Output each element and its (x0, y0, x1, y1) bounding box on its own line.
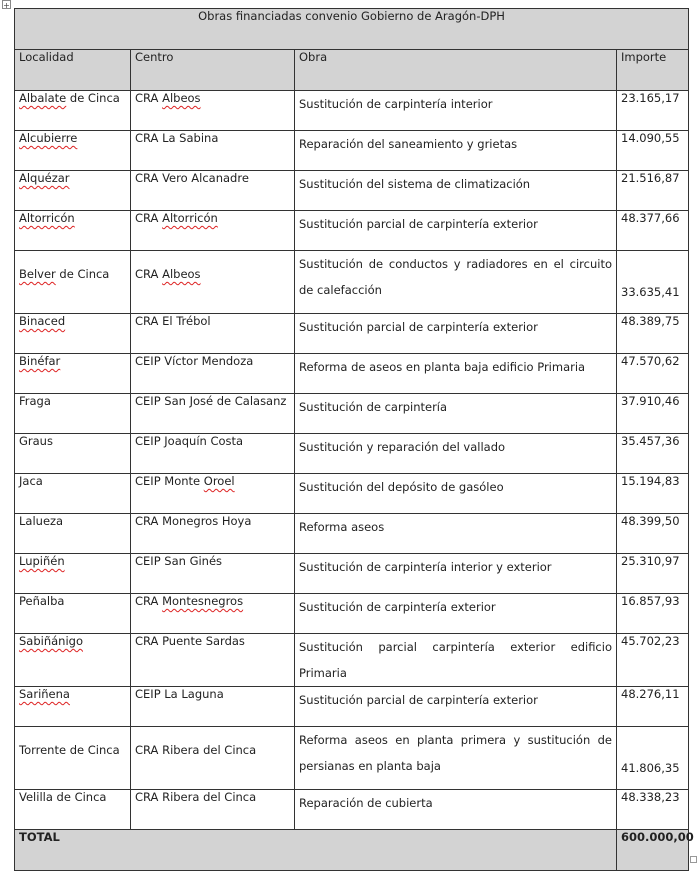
table-row (15, 314, 689, 354)
cell-locality (15, 727, 131, 790)
center-text: CRA (135, 267, 163, 281)
locality-spellcheck-text: Alquézar (19, 171, 70, 185)
locality-spellcheck-text: Alcubierre (19, 131, 78, 145)
cell-work: Sustitución de carpintería interior y exterior (295, 554, 617, 594)
locality-text: de Cinca (55, 267, 110, 281)
cell-work: Sustitución de conductos y radiadores en el circuito de calefacción (295, 251, 617, 314)
center-text: CRA La Sabina (135, 131, 219, 145)
cell-center (131, 171, 295, 211)
cell-locality (15, 474, 131, 514)
cell-center (131, 131, 295, 171)
cell-work: Reparación de cubierta (295, 790, 617, 830)
cell-center (131, 314, 295, 354)
center-text: CEIP San Ginés (135, 554, 223, 568)
cell-amount: 48.377,66 (617, 211, 689, 251)
cell-work: Sustitución parcial de carpintería exterior (295, 687, 617, 727)
cell-amount: 16.857,93 (617, 594, 689, 634)
total-label: TOTAL (15, 830, 617, 871)
locality-text: de Cinca (66, 91, 120, 105)
center-text: CEIP Víctor Mendoza (135, 354, 254, 368)
table-row (15, 394, 689, 434)
table-title: Obras financiadas convenio Gobierno de Aragón-DPH (15, 9, 689, 50)
locality-text: Torrente de Cinca (19, 743, 120, 757)
table-row (15, 91, 689, 131)
table-row (15, 251, 689, 314)
locality-spellcheck-text: Sariñena (19, 687, 70, 701)
center-text: CRA Ribera del Cinca (135, 790, 257, 804)
cell-amount: 37.910,46 (617, 394, 689, 434)
total-amount: 600.000,00 (617, 830, 689, 871)
table-row (15, 434, 689, 474)
center-text: CRA Monegros Hoya (135, 514, 252, 528)
locality-text: Lalueza (19, 514, 64, 528)
cell-amount: 48.276,11 (617, 687, 689, 727)
cell-amount: 23.165,17 (617, 91, 689, 131)
table-row (15, 354, 689, 394)
cell-locality (15, 131, 131, 171)
header-work: Obra (295, 50, 617, 91)
cell-amount: 47.570,62 (617, 354, 689, 394)
cell-amount: 33.635,41 (617, 251, 689, 314)
table-row (15, 554, 689, 594)
cell-work: Sustitución parcial de carpintería exterior (295, 314, 617, 354)
cell-locality (15, 687, 131, 727)
table-row (15, 211, 689, 251)
table-row (15, 594, 689, 634)
locality-spellcheck-text: Lupiñén (19, 554, 65, 568)
locality-spellcheck-text: Belver (19, 267, 56, 281)
center-spellcheck-text: Albeos (162, 267, 201, 281)
center-text: CRA Puente Sardas (135, 634, 245, 648)
cell-work: Sustitución de carpintería interior (295, 91, 617, 131)
cell-work: Sustitución de carpintería exterior (295, 594, 617, 634)
locality-text: Jaca (19, 474, 43, 488)
locality-text: Graus (19, 434, 53, 448)
table-move-handle-icon[interactable]: + (3, 1, 10, 10)
header-amount: Importe (617, 50, 689, 91)
works-table (14, 8, 694, 871)
table-header-row (15, 50, 689, 91)
center-text: CEIP Joaquín Costa (135, 434, 244, 448)
cell-locality (15, 251, 131, 314)
cell-work: Sustitución parcial carpintería exterior edificio Primaria (295, 634, 617, 687)
cell-locality (15, 394, 131, 434)
cell-center (131, 790, 295, 830)
center-text: CEIP La Laguna (135, 687, 224, 701)
cell-amount: 35.457,36 (617, 434, 689, 474)
header-locality: Localidad (15, 50, 131, 91)
cell-center (131, 554, 295, 594)
total-row (15, 830, 689, 871)
center-spellcheck-text: Albeos (162, 91, 201, 105)
locality-spellcheck-text: Sabiñánigo (19, 634, 83, 648)
cell-locality (15, 514, 131, 554)
center-text: CRA (135, 594, 163, 608)
cell-amount: 21.516,87 (617, 171, 689, 211)
locality-spellcheck-text: Binéfar (19, 354, 61, 368)
cell-work: Sustitución del depósito de gasóleo (295, 474, 617, 514)
cell-work: Reparación del saneamiento y grietas (295, 131, 617, 171)
center-text: CRA Ribera del Cinca (135, 743, 257, 757)
cell-locality (15, 634, 131, 687)
cell-center (131, 354, 295, 394)
cell-work: Sustitución y reparación del vallado (295, 434, 617, 474)
cell-center (131, 594, 295, 634)
table-resize-handle[interactable] (690, 856, 697, 863)
center-text: CRA Vero Alcanadre (135, 171, 249, 185)
locality-spellcheck-text: Binaced (19, 314, 66, 328)
table-row (15, 171, 689, 211)
cell-amount: 14.090,55 (617, 131, 689, 171)
table-row (15, 514, 689, 554)
cell-center (131, 434, 295, 474)
center-text: CEIP Monte (135, 474, 204, 488)
locality-spellcheck-text: Albalate (19, 91, 67, 105)
locality-text: Velilla de Cinca (19, 790, 107, 804)
cell-center (131, 514, 295, 554)
center-text: CEIP San José de Calasanz (135, 394, 287, 408)
table-row (15, 727, 689, 790)
center-text: CRA (135, 91, 163, 105)
cell-center (131, 687, 295, 727)
cell-amount: 25.310,97 (617, 554, 689, 594)
cell-center (131, 727, 295, 790)
table-row (15, 474, 689, 514)
cell-work: Reforma de aseos en planta baja edificio Primaria (295, 354, 617, 394)
table-row (15, 790, 689, 830)
cell-amount: 48.389,75 (617, 314, 689, 354)
cell-amount: 45.702,23 (617, 634, 689, 687)
cell-center (131, 91, 295, 131)
cell-work: Sustitución del sistema de climatización (295, 171, 617, 211)
center-text: CRA El Trébol (135, 314, 211, 328)
center-spellcheck-text: Oroel (203, 474, 235, 488)
center-spellcheck-text: Montesnegros (162, 594, 244, 608)
cell-work: Sustitución de carpintería (295, 394, 617, 434)
cell-work: Reforma aseos en planta primera y sustitución de persianas en planta baja (295, 727, 617, 790)
cell-center (131, 474, 295, 514)
cell-amount: 15.194,83 (617, 474, 689, 514)
cell-locality (15, 790, 131, 830)
cell-center (131, 634, 295, 687)
locality-text: Peñalba (19, 594, 65, 608)
locality-text: Fraga (19, 394, 51, 408)
table-row (15, 687, 689, 727)
cell-locality (15, 211, 131, 251)
table-row (15, 131, 689, 171)
cell-locality (15, 91, 131, 131)
cell-locality (15, 434, 131, 474)
center-text: CRA (135, 211, 163, 225)
cell-work: Sustitución parcial de carpintería exterior (295, 211, 617, 251)
cell-center (131, 211, 295, 251)
cell-center (131, 394, 295, 434)
cell-amount: 41.806,35 (617, 727, 689, 790)
cell-locality (15, 314, 131, 354)
table-title-row (15, 9, 689, 50)
cell-locality (15, 554, 131, 594)
cell-amount: 48.399,50 (617, 514, 689, 554)
cell-amount: 48.338,23 (617, 790, 689, 830)
table-row (15, 634, 689, 687)
header-center: Centro (131, 50, 295, 91)
cell-locality (15, 171, 131, 211)
center-spellcheck-text: Altorricón (162, 211, 218, 225)
cell-center (131, 251, 295, 314)
cell-work: Reforma aseos (295, 514, 617, 554)
cell-locality (15, 354, 131, 394)
locality-spellcheck-text: Altorricón (19, 211, 75, 225)
cell-locality (15, 594, 131, 634)
